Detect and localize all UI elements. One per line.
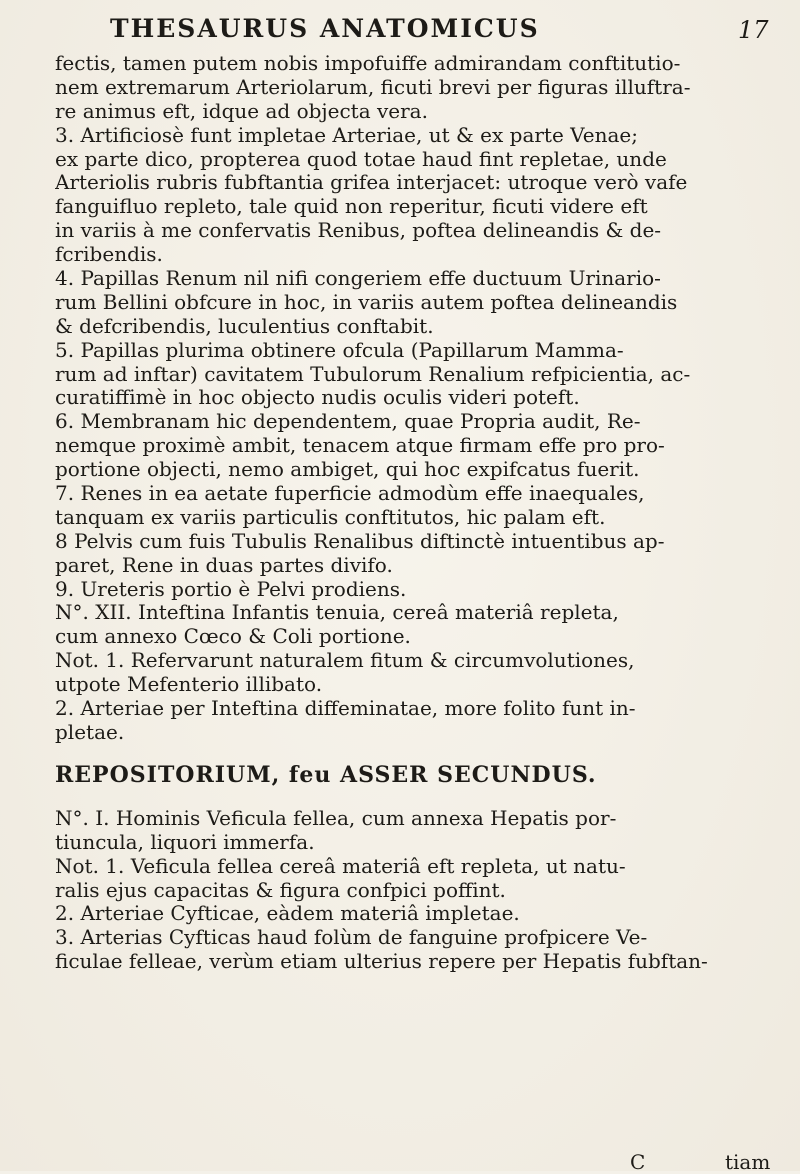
text-line: 5. Papillas plurima obtinere ofcula (Papillarum Mamma-: [55, 338, 624, 362]
text-line: 3. Artificiosè funt impletae Arteriae, ut & ex parte Venae;: [55, 123, 638, 147]
section-heading: REPOSITORIUM, feu ASSER SECUNDUS.: [55, 761, 597, 788]
text-line: fcribendis.: [55, 243, 163, 267]
text-line: 4. Papillas Renum nil nifi congeriem effe ductuum Urinario-: [55, 267, 661, 291]
text-line: ex parte dico, propterea quod totae haud fint repletae, unde: [55, 147, 667, 171]
text-line: utpote Mefenterio illibato.: [55, 673, 323, 697]
signature-mark: C: [630, 1150, 646, 1174]
running-head: THESAURUS ANATOMICUS: [110, 14, 540, 43]
text-line: 8 Pelvis cum fuis Tubulis Renalibus diftinctè intuentibus ap-: [55, 529, 665, 553]
text-line: ficulae felleae, verùm etiam ulterius repere per Hepatis fubftan-: [55, 950, 708, 974]
text-line: N°. I. Hominis Veficula fellea, cum annexa Hepatis por-: [55, 806, 617, 830]
text-line: nem extremarum Arteriolarum, ficuti brevi per figuras illuftra-: [55, 75, 691, 99]
text-line: 7. Renes in ea aetate fuperficie admodùm effe inaequales,: [55, 482, 645, 506]
text-line: & defcribendis, luculentius conftabit.: [55, 314, 434, 338]
text-line: tanquam ex variis particulis conftitutos, hic palam eft.: [55, 505, 606, 529]
text-line: 6. Membranam hic dependentem, quae Propria audit, Re-: [55, 410, 641, 434]
text-line: rum ad inftar) cavitatem Tubulorum Renalium refpicientia, ac-: [55, 362, 691, 386]
text-line: N°. XII. Inteftina Infantis tenuia, cereâ materiâ repleta,: [55, 601, 619, 625]
text-line: ralis ejus capacitas & figura confpici poffint.: [55, 878, 506, 902]
text-line: 9. Ureteris portio è Pelvi prodiens.: [55, 577, 407, 601]
body-text: [55, 52, 755, 974]
text-line: Arteriolis rubris fubftantia grifea interjacet: utroque verò vafe: [55, 171, 688, 195]
text-line: 2. Arteriae per Inteftina diffeminatae, more folito funt in-: [55, 697, 636, 721]
text-line: Not. 1. Veficula fellea cereâ materiâ eft repleta, ut natu-: [55, 854, 626, 878]
text-line: 3. Arterias Cyfticas haud folùm de fanguine profpicere Ve-: [55, 926, 648, 950]
text-line: portione objecti, nemo ambiget, qui hoc expifcatus fuerit.: [55, 458, 640, 482]
text-line: fanguifluo repleto, tale quid non reperitur, ficuti videre eft: [55, 195, 648, 219]
text-line: nemque proximè ambit, tenacem atque firmam effe pro pro-: [55, 434, 665, 458]
text-line: fectis, tamen putem nobis impofuiffe admirandam conftitutio-: [55, 52, 681, 75]
text-line: paret, Rene in duas partes divifo.: [55, 553, 393, 577]
text-line: in variis à me confervatis Renibus, poftea delineandis & de-: [55, 219, 662, 243]
text-line: pletae.: [55, 720, 125, 744]
text-line: cum annexo Cœco & Coli portione.: [55, 625, 411, 649]
text-line: Not. 1. Refervarunt naturalem fitum & circumvolutiones,: [55, 649, 635, 673]
catchword: tiam: [725, 1150, 771, 1174]
text-line: curatiffimè in hoc objecto nudis oculis videri poteft.: [55, 386, 580, 410]
text-line: tiuncula, liquori immerfa.: [55, 830, 315, 854]
text-line: rum Bellini obfcure in hoc, in variis autem poftea delineandis: [55, 290, 678, 314]
page-number: 17: [738, 16, 769, 44]
text-line: re animus eft, idque ad objecta vera.: [55, 99, 428, 123]
text-line: 2. Arteriae Cyfticae, eàdem materiâ impletae.: [55, 902, 520, 926]
